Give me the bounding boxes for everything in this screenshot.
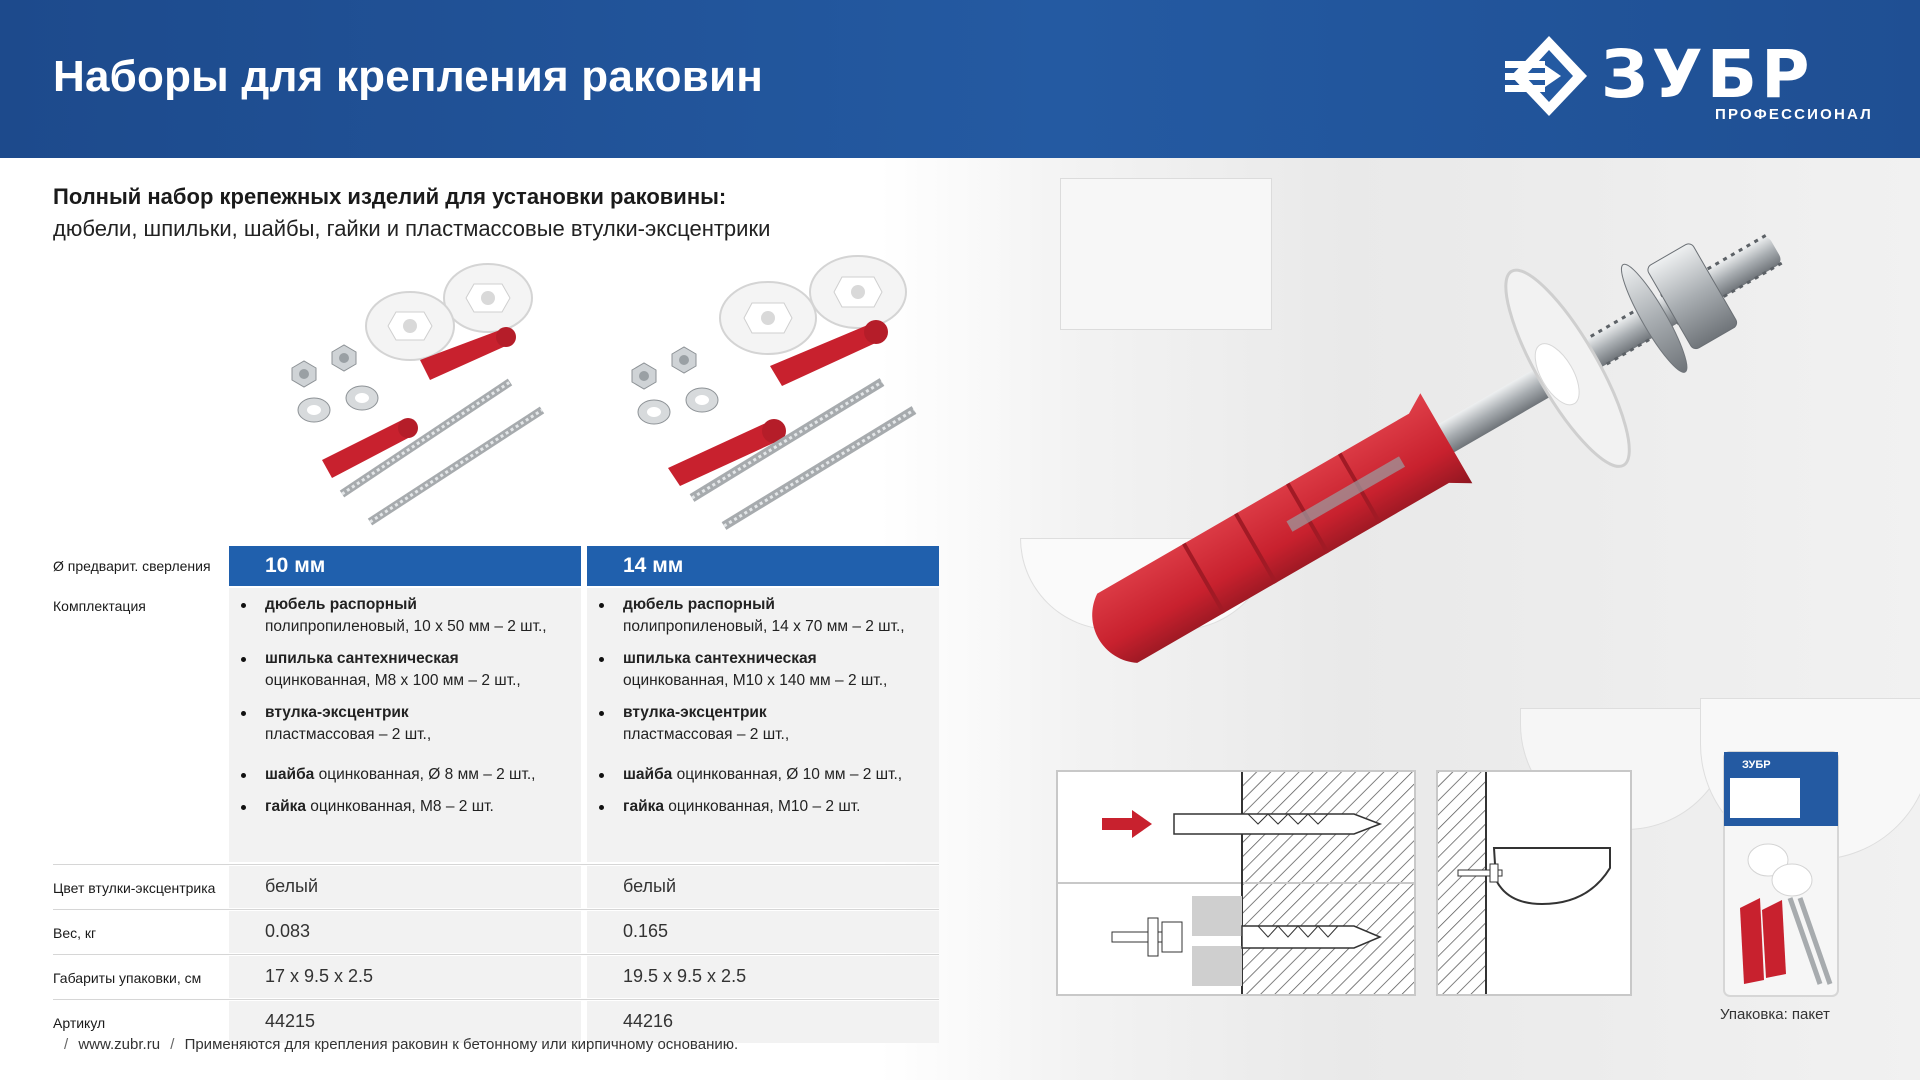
spec-row-set [53, 588, 939, 862]
washer [346, 386, 378, 410]
page-title: Наборы для крепления раковин [53, 52, 764, 101]
row-divider [53, 954, 939, 955]
list-item: шпилька сантехническая оцинкованная, М8 х 100 мм – 2 шт., [265, 648, 585, 692]
value-color-10mm: белый [265, 876, 319, 896]
installation-diagram-dowel [1056, 770, 1416, 996]
spec-label-drill: Ø предварит. сверления [53, 558, 211, 574]
intro-title: Полный набор крепежных изделий для установки раковины: [53, 184, 727, 209]
package-image [1720, 748, 1842, 1000]
list-item: шайба оцинкованная, Ø 10 мм – 2 шт., [623, 764, 943, 786]
kit-10mm-image [270, 240, 610, 530]
nut [632, 363, 656, 389]
package-caption: Упаковка: пакет [1720, 1006, 1830, 1023]
dowel [1073, 393, 1473, 684]
eccentric-sleeve [444, 264, 532, 332]
dowel-outline [1174, 814, 1380, 834]
hero-fastener-image [1030, 200, 1830, 700]
brand-logo [1505, 34, 1875, 134]
nut [292, 361, 316, 387]
column-head-10mm: 10 мм [229, 546, 581, 586]
dowel [322, 418, 418, 478]
value-color-14mm: белый [623, 876, 677, 896]
spec-row-dimensions [53, 956, 939, 998]
list-item: дюбель распорный полипропиленовый, 10 х 50 мм – 2 шт., [265, 594, 585, 638]
arrow-right-icon [1102, 810, 1152, 838]
row-divider [53, 909, 939, 910]
spec-label-dimensions: Габариты упаковки, см [53, 970, 202, 986]
footer-note: Применяются для крепления раковин к бетонному или кирпичному основанию. [184, 1036, 739, 1053]
spec-label-color: Цвет втулки-эксцентрика [53, 880, 216, 896]
stud [692, 382, 882, 498]
washer [298, 398, 330, 422]
brand-subtitle: ПРОФЕССИОНАЛ [1715, 106, 1873, 123]
installation-diagram-sink [1436, 770, 1632, 996]
value-weight-10mm: 0.083 [265, 921, 311, 941]
nut [332, 345, 356, 371]
value-article-14mm: 44216 [623, 1011, 674, 1031]
value-article-10mm: 44215 [265, 1011, 316, 1031]
eccentric-sleeve [366, 292, 454, 360]
list-item: дюбель распорный полипропиленовый, 14 х 70 мм – 2 шт., [623, 594, 943, 638]
footer-site-link[interactable]: www.zubr.ru [78, 1036, 161, 1053]
value-dimensions-14mm: 19.5 х 9.5 х 2.5 [623, 966, 747, 986]
spec-label-article: Артикул [53, 1015, 106, 1031]
eccentric-sleeve [720, 282, 816, 354]
row-divider [53, 864, 939, 865]
spec-label-set: Комплектация [53, 598, 146, 614]
list-item: шпилька сантехническая оцинкованная, М10 х 140 мм – 2 шт., [623, 648, 943, 692]
footer: / www.zubr.ru / Применяются для крепления раковин к бетонному или кирпичному основанию. [64, 1036, 739, 1053]
header-banner [0, 0, 1920, 158]
package-brand: ЗУБР [1742, 759, 1771, 771]
list-item: втулка-эксцентрик пластмассовая – 2 шт., [265, 702, 585, 746]
list-item: гайка оцинкованная, М10 – 2 шт. [623, 796, 943, 818]
value-weight-14mm: 0.165 [623, 921, 669, 941]
washer [638, 400, 670, 424]
set-cell-10mm [229, 588, 581, 862]
list-item: гайка оцинкованная, М8 – 2 шт. [265, 796, 585, 818]
list-item: втулка-эксцентрик пластмассовая – 2 шт., [623, 702, 943, 746]
row-divider [53, 999, 939, 1000]
column-head-14mm: 14 мм [587, 546, 939, 586]
brand-name: ЗУБР [1601, 36, 1814, 113]
intro-text: дюбели, шпильки, шайбы, гайки и пластмассовые втулки-эксцентрики [53, 216, 771, 241]
spec-row-drill [53, 546, 939, 586]
eccentric-sleeve [810, 256, 906, 328]
washer [686, 388, 718, 412]
kit-14mm-image [620, 240, 960, 530]
eccentric-sleeve [1486, 256, 1650, 480]
brand-emblem-icon [1505, 34, 1589, 118]
list-item: шайба оцинкованная, Ø 8 мм – 2 шт., [265, 764, 585, 786]
spec-label-weight: Вес, кг [53, 925, 97, 941]
spec-row-color [53, 866, 939, 908]
value-dimensions-10mm: 17 х 9.5 х 2.5 [265, 966, 374, 986]
nut [672, 347, 696, 373]
stud [724, 410, 914, 526]
set-cell-14mm [587, 588, 939, 862]
spec-row-weight [53, 911, 939, 953]
